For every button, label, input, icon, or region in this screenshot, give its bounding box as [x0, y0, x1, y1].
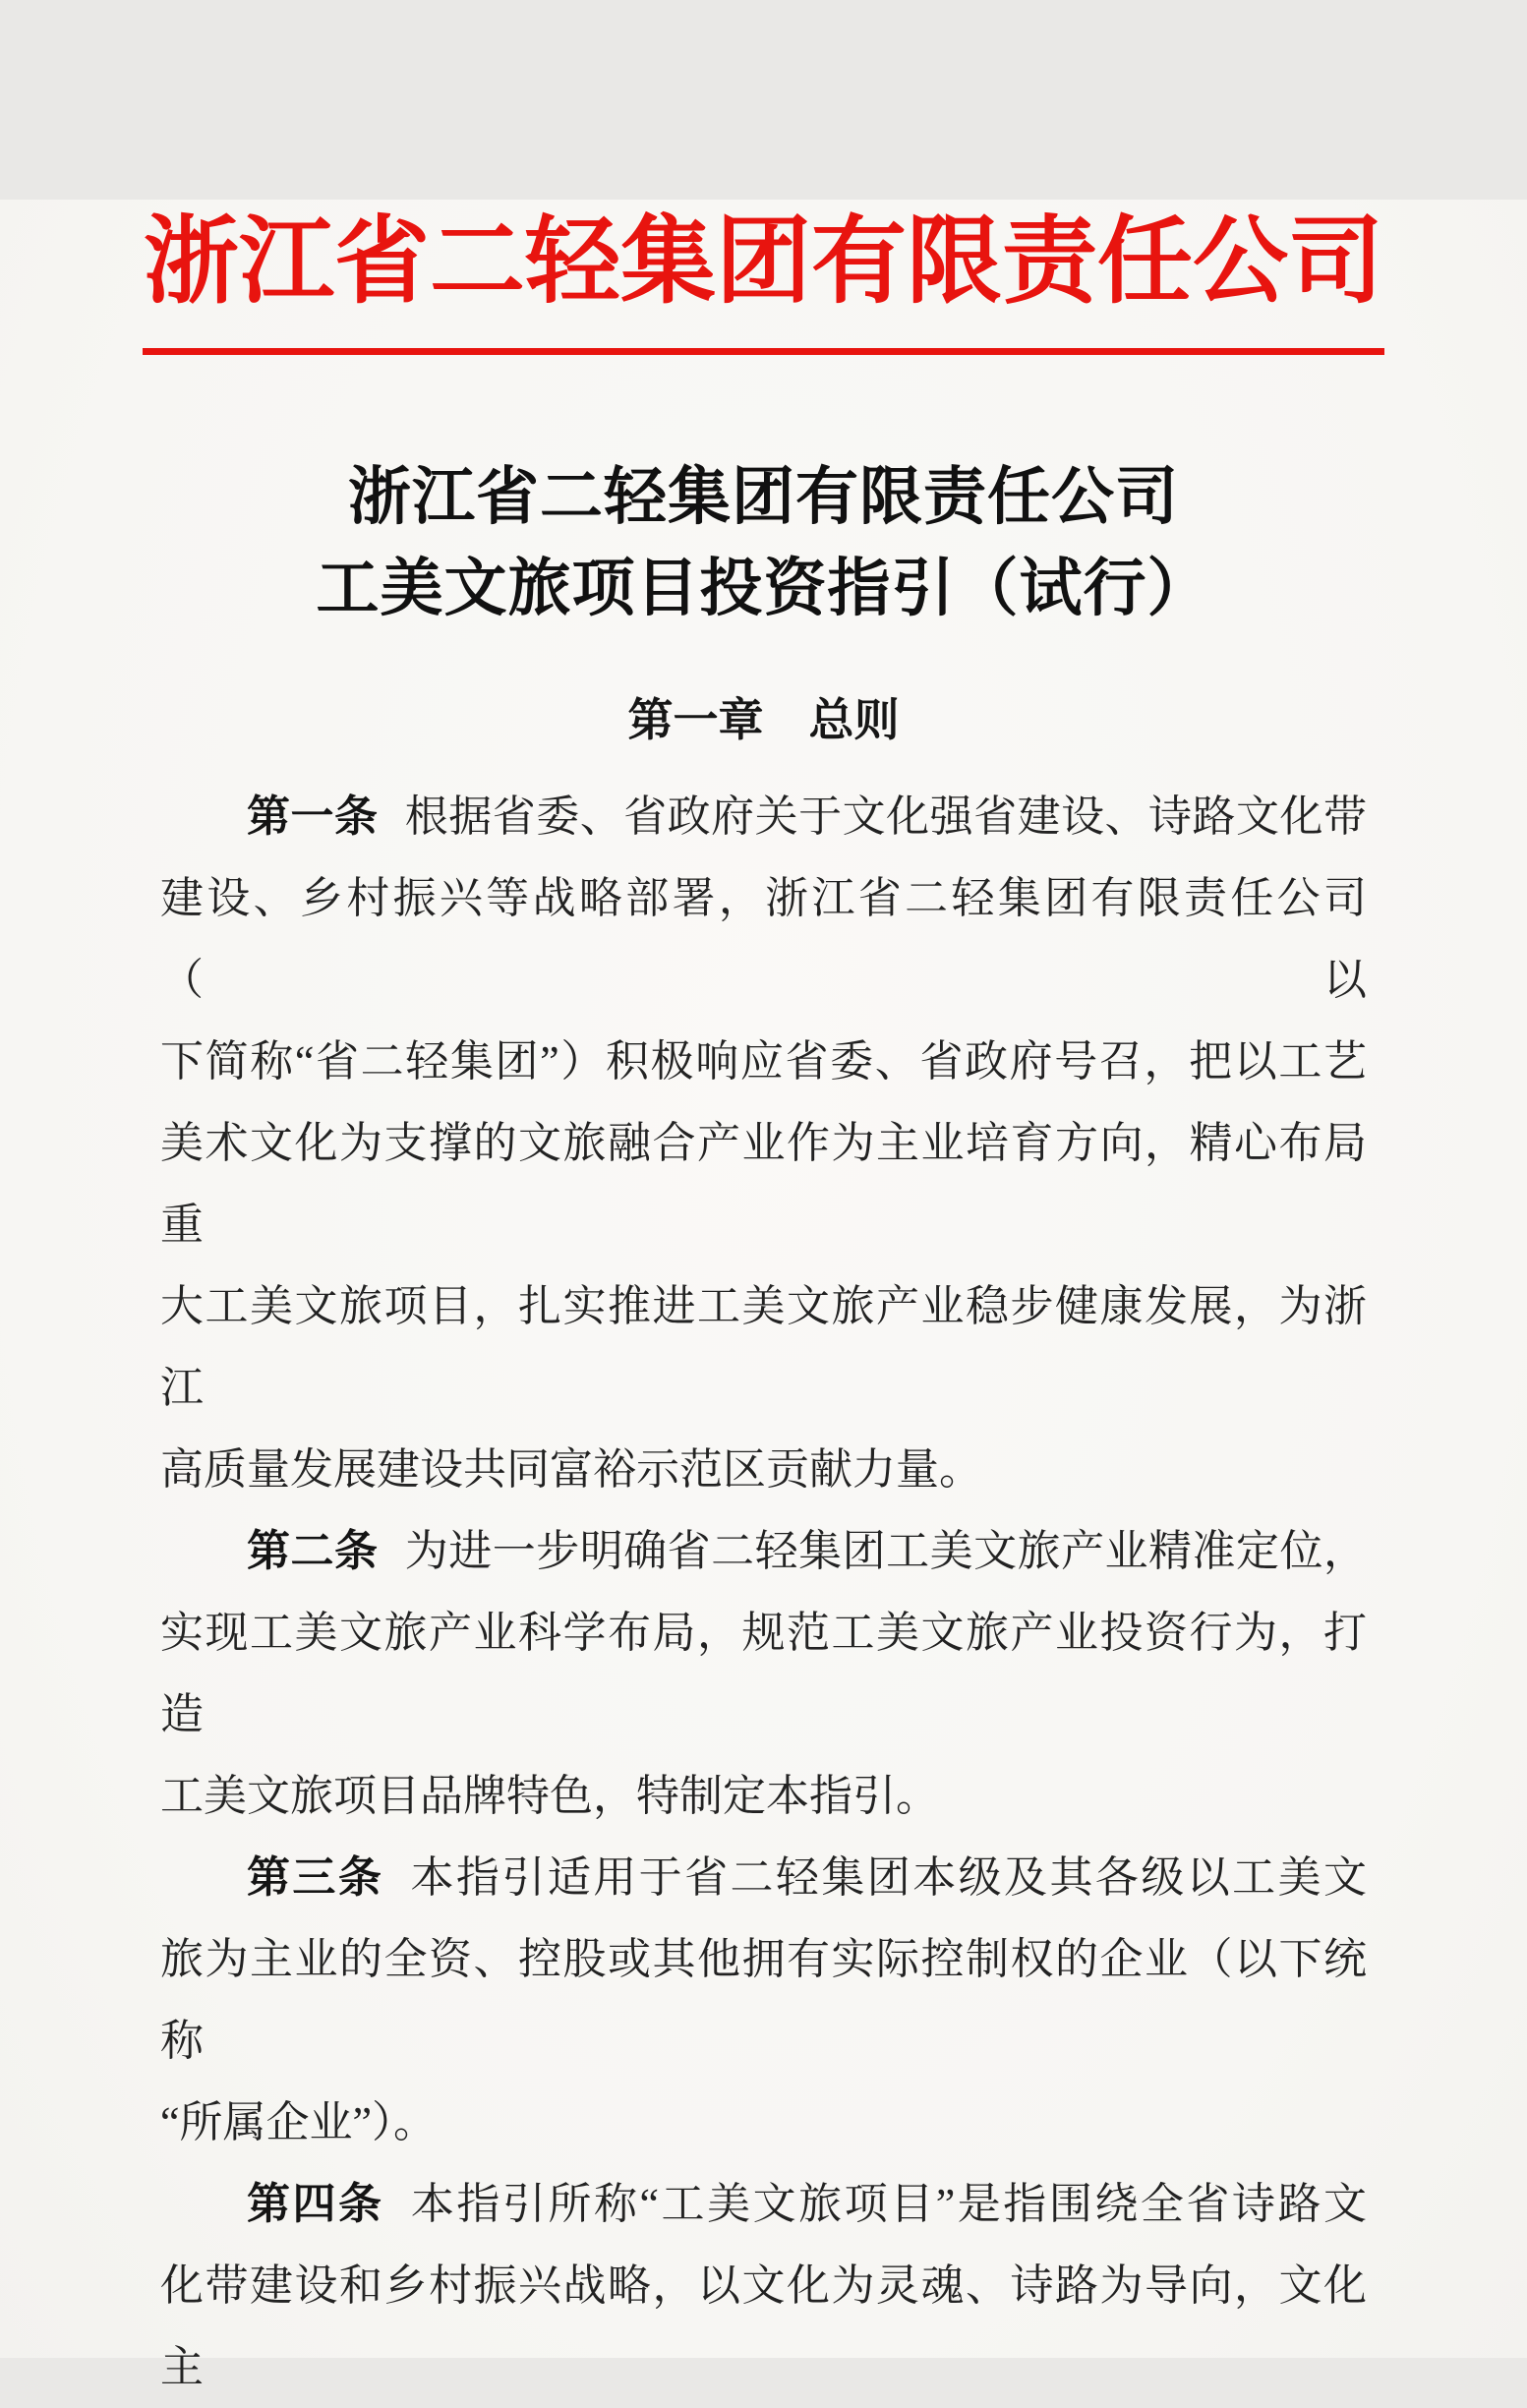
- paragraph-label: 第三条: [247, 1853, 384, 1902]
- paragraph-line: [160, 1510, 1367, 1592]
- paragraph: [160, 776, 1367, 1510]
- paragraph-line: [160, 776, 1367, 857]
- paragraph-line: 旅为主业的全资、控股或其他拥有实际控制权的企业（以下统称: [160, 1935, 1367, 2065]
- document-body: [160, 776, 1367, 2408]
- paragraph: [160, 1510, 1367, 1837]
- paragraph: [160, 2163, 1367, 2408]
- paragraph-label: 第一条: [247, 793, 379, 841]
- paragraph-line: 大工美文旅项目，扎实推进工美文旅产业稳步健康发展，为浙江: [160, 1282, 1367, 1412]
- paragraph-line: “所属企业”）。: [160, 2098, 438, 2146]
- paragraph-line: 下简称“省二轻集团”）积极响应省委、省政府号召，把以工艺: [160, 1037, 1367, 1086]
- paragraph-line: 化带建设和乡村振兴战略，以文化为灵魂、诗路为导向，文化主: [160, 2261, 1367, 2391]
- paragraph-text: 根据省委、省政府关于文化强省建设、诗路文化带: [404, 793, 1367, 841]
- document-title-line-1: 浙江省二轻集团有限责任公司: [348, 462, 1179, 532]
- paragraph-text: 为进一步明确省二轻集团工美文旅产业精准定位，: [404, 1527, 1367, 1575]
- letterhead-rule: [143, 348, 1384, 355]
- paragraph-text: 本指引所称“工美文旅项目”是指围绕全省诗路文: [410, 2180, 1368, 2228]
- paragraph: [160, 1837, 1367, 2163]
- paragraph-label: 第二条: [247, 1527, 379, 1575]
- document-title: [0, 451, 1527, 634]
- paragraph-label: 第四条: [247, 2180, 384, 2228]
- paragraph-line: [160, 2163, 1367, 2245]
- paragraph-line: [160, 1837, 1367, 1918]
- paragraph-line: 实现工美文旅产业科学布局，规范工美文旅产业投资行为，打造: [160, 1609, 1367, 1738]
- chapter-heading: 第一章 总则: [627, 694, 900, 745]
- paragraph-line: 美术文化为支撑的文旅融合产业作为主业培育方向，精心布局重: [160, 1119, 1367, 1249]
- paragraph-text: 本指引适用于省二轻集团本级及其各级以工美文: [410, 1853, 1368, 1902]
- document-title-line-2: 工美文旅项目投资指引（试行）: [316, 554, 1211, 623]
- document-page: [0, 200, 1527, 2391]
- paragraph-line: 高质量发展建设共同富裕示范区贡献力量。: [160, 1445, 982, 1494]
- paragraph-line: 工美文旅项目品牌特色，特制定本指引。: [160, 1772, 939, 1820]
- letterhead-company-name: 浙江省二轻集团有限责任公司: [144, 209, 1383, 315]
- paragraph-line: 建设、乡村振兴等战略部署，浙江省二轻集团有限责任公司（以: [160, 874, 1367, 1004]
